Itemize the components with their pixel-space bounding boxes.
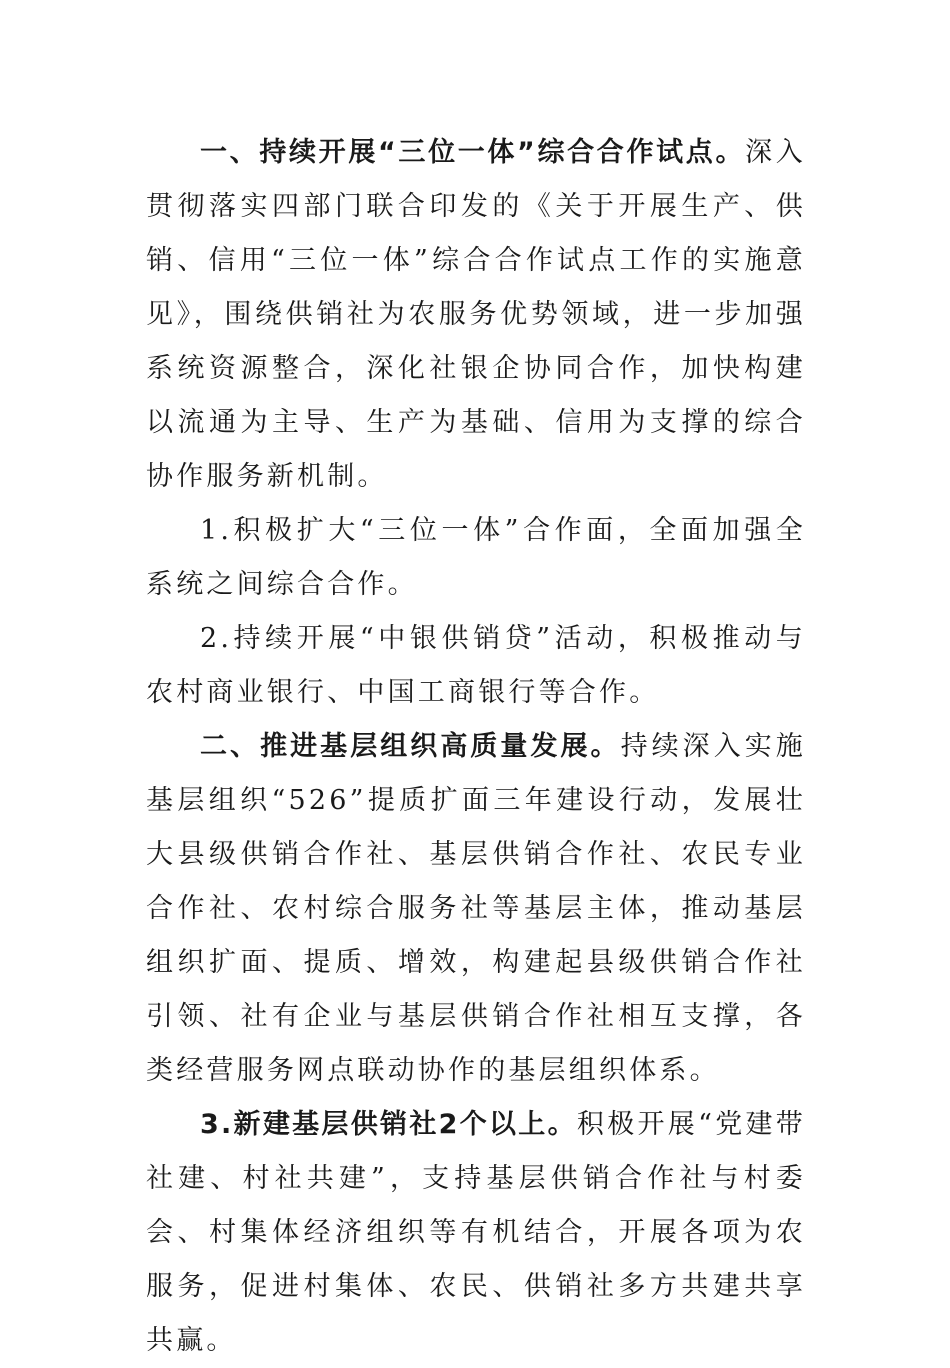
- paragraph-item-1: [146, 504, 806, 612]
- paragraph-text: 1.积极扩大“三位一体”合作面，全面加强全系统之间综合合作。: [146, 515, 806, 600]
- paragraph-text: 积极开展“党建带社建、村社共建”，支持基层供销合作社与村委会、村集体经济组织等有机结合，开展各项为农服务，促进村集体、农民、供销社多方共建共享共赢。: [146, 1109, 806, 1356]
- paragraph-text: 深入贯彻落实四部门联合印发的《关于开展生产、供销、信用“三位一体”综合合作试点工作的实施意见》，围绕供销社为农服务优势领域，进一步加强系统资源整合，深化社银企协同合作，加快构建以流通为主导、生产为基础、信用为支撑的综合协作服务新机制。: [146, 137, 806, 492]
- section-heading: 一、持续开展“三位一体”综合合作试点。: [200, 137, 746, 168]
- item-heading: 3.新建基层供销社2个以上。: [200, 1109, 577, 1140]
- paragraph-text: 持续深入实施基层组织“526”提质扩面三年建设行动，发展壮大县级供销合作社、基层供销合作社、农民专业合作社、农村综合服务社等基层主体，推动基层组织扩面、提质、增效，构建起县级供销合作社引领、社有企业与基层供销合作社相互支撑，各类经营服务网点联动协作的基层组织体系。: [146, 731, 806, 1086]
- section-heading: 二、推进基层组织高质量发展。: [200, 731, 621, 762]
- paragraph-section-1: [146, 126, 806, 504]
- paragraph-item-3: [146, 1098, 806, 1368]
- paragraph-section-2: [146, 720, 806, 1098]
- paragraph-text: 2.持续开展“中银供销贷”活动，积极推动与农村商业银行、中国工商银行等合作。: [146, 623, 806, 708]
- document-body: [146, 126, 806, 1368]
- paragraph-item-2: [146, 612, 806, 720]
